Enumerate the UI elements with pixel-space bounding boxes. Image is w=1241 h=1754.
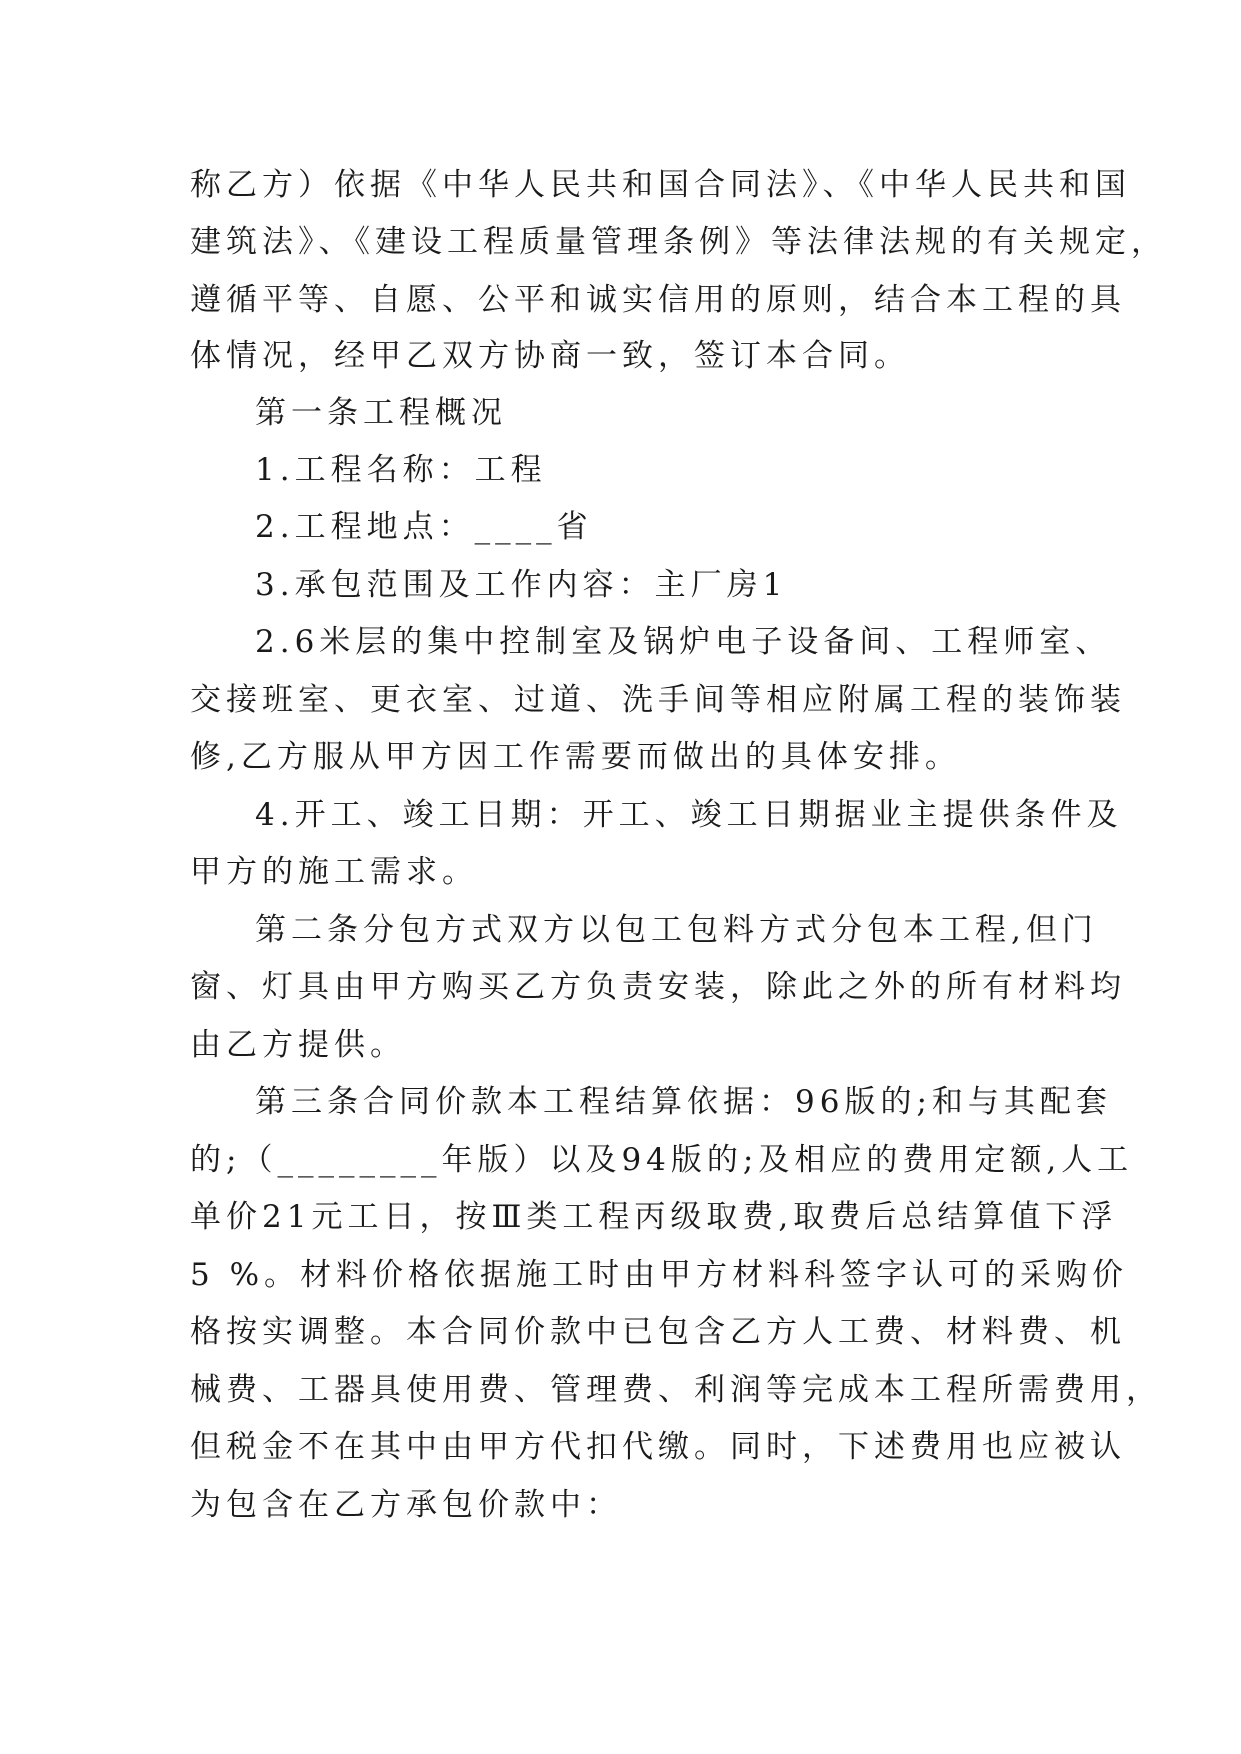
body-line-24: 为包含在乙方承包价款中： <box>190 1487 622 1523</box>
body-line-2: 建筑法》、《建设工程质量管理条例》等法律法规的有关规定， <box>190 224 1167 260</box>
body-line-12: 4.开工、竣工日期：开工、竣工日期据业主提供条件及 <box>255 797 1123 833</box>
body-line-6: 1.工程名称：工程 <box>255 452 547 488</box>
body-line-15: 窗、灯具由甲方购买乙方负责安装，除此之外的所有材料均 <box>190 969 1126 1005</box>
body-line-13: 甲方的施工需求。 <box>190 854 478 890</box>
body-line-10: 交接班室、更衣室、过道、洗手间等相应附属工程的装饰装 <box>190 682 1126 718</box>
body-line-18: 的;（________年版）以及94版的;及相应的费用定额,人工 <box>190 1142 1134 1178</box>
body-line-22: 械费、工器具使用费、管理费、利润等完成本工程所需费用， <box>190 1372 1162 1408</box>
body-line-8: 3.承包范围及工作内容：主厂房1 <box>255 567 788 603</box>
body-line-20: 5 %。材料价格依据施工时由甲方材料科签字认可的采购价 <box>190 1257 1129 1293</box>
section-heading-3: 第三条合同价款本工程结算依据：96版的;和与其配套 <box>255 1084 1112 1120</box>
body-line-19: 单价21元工日，按Ⅲ类工程丙级取费,取费后总结算值下浮 <box>190 1199 1118 1235</box>
body-line-16: 由乙方提供。 <box>190 1027 406 1063</box>
body-line-21: 格按实调整。本合同价款中已包含乙方人工费、材料费、机 <box>190 1314 1126 1350</box>
body-line-3: 遵循平等、自愿、公平和诚实信用的原则，结合本工程的具 <box>190 282 1126 318</box>
body-line-7: 2.工程地点：____省 <box>255 509 593 545</box>
body-line-23: 但税金不在其中由甲方代扣代缴。同时，下述费用也应被认 <box>190 1429 1126 1465</box>
body-line-9: 2.6米层的集中控制室及锅炉电子设备间、工程师室、 <box>255 624 1112 660</box>
section-heading-2: 第二条分包方式双方以包工包料方式分包本工程,但门 <box>255 912 1098 948</box>
body-line-4: 体情况，经甲乙双方协商一致，签订本合同。 <box>190 338 910 374</box>
section-heading-1: 第一条工程概况 <box>255 395 507 431</box>
body-line-11: 修,乙方服从甲方因工作需要而做出的具体安排。 <box>190 739 961 775</box>
body-line-1: 称乙方）依据《中华人民共和国合同法》、《中华人民共和国 <box>190 167 1131 203</box>
